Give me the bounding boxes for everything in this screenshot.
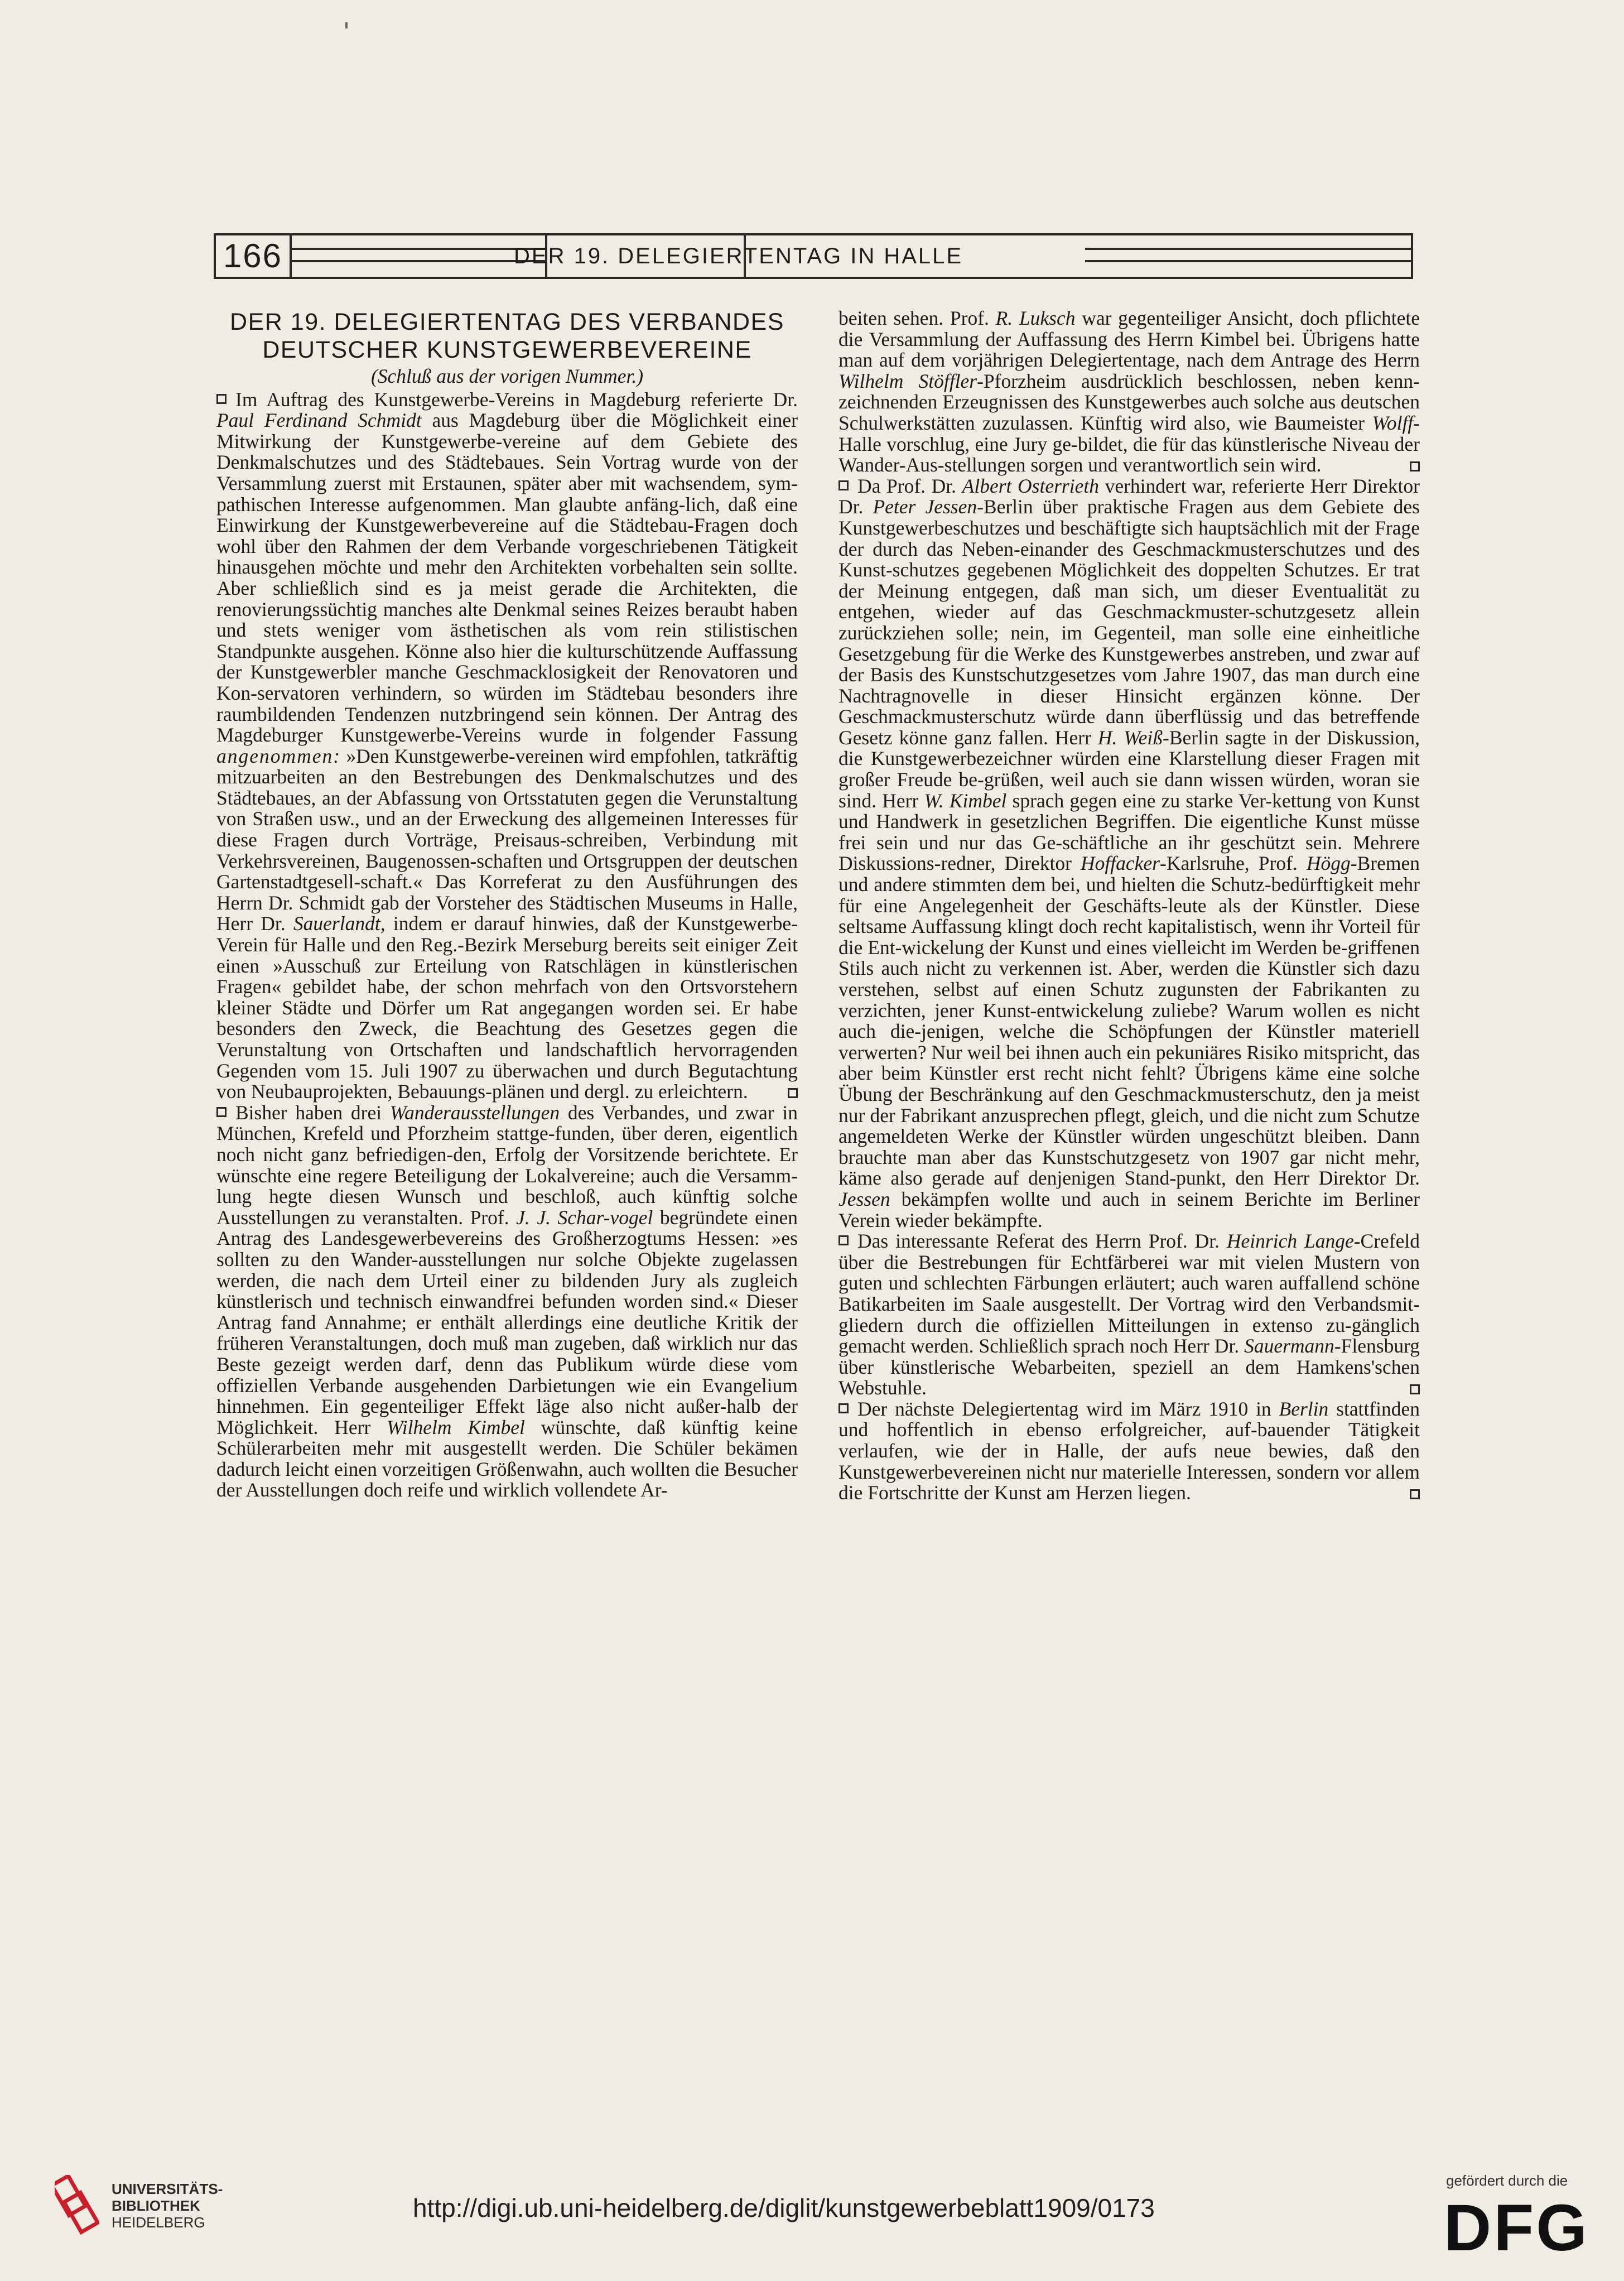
right-column (838, 308, 1420, 1504)
end-mark-icon (788, 1088, 798, 1098)
emphasis: Wanderausstellungen (389, 1101, 560, 1124)
emphasis: angenommen: (216, 744, 341, 767)
paragraph-mark-icon (838, 1235, 849, 1245)
paragraph-mark-icon (838, 480, 849, 490)
person-name: Peter Jessen (873, 495, 977, 518)
person-name: Heinrich Lange (1226, 1230, 1354, 1253)
permalink-url[interactable]: http://digi.ub.uni-heidelberg.de/diglit/kunstgewerbeblatt1909/0173 (413, 2193, 1155, 2222)
page-number: 166 (216, 235, 292, 277)
header-rule-left-bottom (292, 260, 545, 262)
running-title-box (514, 235, 963, 277)
paragraph-naechster-delegiertentag: Der nächste Delegiertentag wird im März 1910 in Berlin stattfinden und hoffentlich in ebenso erfolgreicher, auf-bauender Tätigkeit verlaufen, wie der in Halle, der aufs neue bewies, daß den Kunstgewerbevereinen nicht nur materielle Interessen, sondern vor allem die Fortschritte der Kunst am Herzen liegen. (838, 1397, 1420, 1504)
person-name: Jessen (838, 1187, 890, 1210)
header-rule-left-top (292, 248, 545, 250)
paragraph-kunstgewerbeschutz: Da Prof. Dr. Albert Osterrieth verhindert war, referierte Herr Direktor Dr. Peter Jessen-Berlin über praktische Fragen aus dem Gebiete des Kunstgewerbeschutzes und beschäftigte sich hauptsächlich mit der Frage der durch das Neben-einander des Geschmackmusterschutzes und des Kunst-schutzes gegebenen Möglichkeit des doppelten Schutzes. Er trat der Meinung entgegen, daß man sich, um dieser Eventualität zu entgehen, wieder auf das Geschmackmuster-schutzgesetz allein zurückziehen solle; nein, im Gegenteil, man solle eine einheitliche Gesetzgebung für die Werke des Kunstgewerbes anstreben, und zwar auf der Basis des Kunstschutzgesetzes vom Jahre 1907, das man durch eine Nachtragnovelle in dieser Hinsicht ergänzen könne. Der Geschmackmusterschutz würde dann überflüssig und das betreffende Gesetz könne ganz fallen. Herr H. Weiß-Berlin sagte in der Diskussion, die Kunstgewerbezeichner würden eine Klarstellung dieser Fragen mit großer Freude be-grüßen, weil auch sie dann wissen würden, woran sie sind. Herr W. Kimbel sprach gegen eine zu starke Ver-kettung von Kunst und Handwerk in gesetzlichen Begriffen. Die eigentliche Kunst müsse frei sein und nur das Ge-schäftliche an ihr geschützt sein. Mehrere Diskussions-redner, Direktor Hoffacker-Karlsruhe, Prof. Högg-Bremen und andere stimmten dem bei, und hielten die Schutz-bedürftigkeit mehr für eine Angelegenheit der Geschäfts-leute als der Künstler. Diese seltsame Auffassung klingt doch recht kapitalistisch, wenn ihr Vorteil für die Ent-wickelung der Kunst und eines vielleicht im Werden be-griffenen Stils auch nicht zu verkennen ist. Aber, werden die Künstler sich dazu verstehen, selbst auf einen Schutz zugunsten der Fabrikanten zu verzichten, jener Kunst-entwickelung zuliebe? Warum wollen es nicht auch die-jenigen, welche die Schöpfungen der Künstler materiell verwerten? Nur weil bei ihnen auch ein pekuniäres Risiko mitspricht, das aber beim Künstler erst recht nicht fehlt? Übrigens käme eine solche Übung der Beschränkung auf den Geschmackmusterschutz, den ja meist nur der Fabrikant anzusprechen pflegt, gleich, und die nicht zum Schutze angemeldeten Werke der Künstler würden ungeschützt bleiben. Dann brauchte man aber das Kunstschutzgesetz von 1907 gar nicht mehr, käme also gerade auf denjenigen Stand-punkt, den Herr Direktor Dr. Jessen bekämpfen wollte und auch in seinem Berichte im Berliner Verein wieder bekämpfte. (838, 474, 1420, 1231)
paragraph-mark-icon (838, 1403, 849, 1413)
end-mark-icon (1410, 1489, 1420, 1499)
library-name: UNIVERSITÄTS- BIBLIOTHEK HEIDELBERG (112, 2181, 223, 2231)
paragraph-denkmalschutz: Im Auftrag des Kunstgewerbe-Vereins in Magdeburg referierte Dr. Paul Ferdinand Schmidt aus Magdeburg über die Möglichkeit einer Mitwirkung der Kunstgewerbe-vereine auf dem Gebiete des Denkmalschutzes und des Städtebaues. Sein Vortrag wurde von der Versammlung zuerst mit Erstaunen, später aber mit wachsendem, sym-pathischen Interesse aufgenommen. Man glaubte anfäng-lich, daß eine Einwirkung der Kunstgewerbevereine auf die Städtebau-Fragen doch wohl über den Rahmen der dem Verbande vorgeschriebenen Tätigkeit hinausgehen möchte und mehr den Architekten vorbehalten sein sollte. Aber schließlich sind es ja meist gerade die Architekten, die renovierungssüchtig manches alte Denkmal seines Reizes beraubt haben und stets weniger vom ästhetischen als vom rein stilistischen Standpunkte ausgehen. Könne also hier die kulturschützende Auffassung der Kunstgewerbler manche Geschmacklosigkeit der Renovatoren und Kon-servatoren verhindern, so würden im Städtebau besonders ihre raumbildenden Tendenzen nutzbringend sein können. Der Antrag des Magdeburger Kunstgewerbe-Vereins wurde in folgender Fassung angenommen: »Den Kunstgewerbe-vereinen wird empfohlen, tatkräftig mitzuarbeiten an den Bestrebungen des Denkmalschutzes und des Städtebaues, an der Abfassung von Ortsstatuten gegen die Verunstaltung von Straßen usw., und an der Erweckung des allgemeinen Interesses für diese Fragen durch Vorträge, Preisaus-schreiben, Verbindung mit Verkehrsvereinen, Baugenossen-schaften und Ortsgruppen der deutschen Gartenstadtgesell-schaft.« Das Korreferat zu den Ausführungen des Herrn Dr. Schmidt gab der Vorsteher des Städtischen Museums in Halle, Herr Dr. Sauerlandt, indem er darauf hinwies, daß der Kunstgewerbe-Verein für Halle und den Reg.-Bezirk Merseburg bereits seit einiger Zeit einen »Ausschuß zur Erteilung von Ratschlägen in künstlerischen Fragen« gebildet habe, der schon mehrfach von den Ortsvorstehern kleiner Städte und Dörfer um Rat angegangen worden sei. Er habe besonders den Zweck, die Beachtung des Gesetzes gegen die Verunstaltung von Ortschaften und landschaftlich hervorragenden Gegenden vom 15. Juli 1907 zu überwachen und durch Begutachtung von Neubauprojekten, Bebauungs-plänen und dergl. zu erleichtern. (216, 388, 798, 1103)
person-name: Sauerlandt, (293, 912, 385, 935)
dfg-logo: DFG (1444, 2191, 1590, 2265)
header-rule-right-top (1085, 248, 1411, 250)
person-name: Wilhelm Kimbel (387, 1416, 525, 1438)
left-column (216, 308, 798, 1501)
person-name: Wilhelm Stöffler (838, 369, 977, 392)
person-name: Högg (1306, 852, 1351, 875)
person-name: J. J. Schar-vogel (516, 1206, 653, 1229)
person-name: R. Luksch (995, 307, 1076, 329)
person-name: Hoffacker (1081, 852, 1160, 875)
running-title: DER 19. DELEGIERTENTAG IN HALLE (514, 244, 963, 268)
funded-by-label: gefördert durch die (1446, 2172, 1568, 2189)
person-name: W. Kimbel (924, 789, 1007, 812)
paragraph-mark-icon (216, 394, 227, 404)
article-title: DER 19. DELEGIERTENTAG DES VERBANDES DEUTSCHER KUNSTGEWERBEVEREINE (230, 309, 784, 363)
running-header (214, 233, 1413, 279)
paragraph-jury: beiten sehen. Prof. R. Luksch war gegenteiliger Ansicht, doch pflichtete die Versammlung der Auffassung des Herrn Kimbel bei. Übrigens hatte man auf dem vorjährigen Delegiertentage, nach dem Antrage des Herrn Wilhelm Stöffler-Pforzheim ausdrücklich beschlossen, neben kenn-zeichnenden Erzeugnissen des Kunstgewerbes auch solche aus deutschen Schulwerkstätten zuzulassen. Künftig wird also, wie Baumeister Wolff-Halle vorschlug, eine Jury ge-bildet, die für das künstlerische Niveau der Wander-Aus-stellungen sorgen und verantwortlich sein wird. (838, 307, 1420, 477)
paragraph-mark-icon (216, 1107, 227, 1117)
person-name: Wolff (1372, 411, 1414, 434)
person-name: Sauermann (1244, 1335, 1334, 1358)
end-mark-icon (1410, 1384, 1420, 1394)
place-name: Berlin (1279, 1397, 1329, 1420)
scan-speck (345, 22, 348, 28)
person-name: Albert Osterrieth (962, 474, 1099, 497)
paragraph-echtfaerberei: Das interessante Referat des Herrn Prof. Dr. Heinrich Lange-Crefeld über die Bestrebungen für Echtfärberei war mit vielen Mustern von guten und schlechten Färbungen erläutert; auch waren auffallend schöne Batikarbeiten im Saale ausgestellt. Der Vortrag wird den Verbandsmit-gliedern durch die offiziellen Mitteilungen in extenso zu-gänglich gemacht werden. Schließlich sprach noch Herr Dr. Sauermann-Flensburg über künstlerische Webarbeiten, speziell an dem Hamkens'schen Webstuhle. (838, 1230, 1420, 1399)
end-mark-icon (1410, 461, 1420, 471)
library-logo-icon (55, 2175, 99, 2235)
paragraph-wanderausstellungen: Bisher haben drei Wanderausstellungen des Verbandes, und zwar in München, Krefeld und Pforzheim stattge-funden, über deren, eigentlich noch nicht ganz befriedigen-den, Erfolg der Vorsitzende berichtete. Er wünschte eine regere Beteiligung der Lokalvereine; auch die Versamm-lung hegte diesen Wunsch und beschloß, auch künftig solche Ausstellungen zu veranstalten. Prof. J. J. Schar-vogel begründete einen Antrag des Landesgewerbevereins des Großherzogtums Hessen: »es sollten zu den Wander-ausstellungen nur solche Objekte zugelassen werden, die nach dem Urteil einer zu bildenden Jury als zugleich künstlerisch und technisch einwandfrei befunden worden sind.« Dieser Antrag fand Annahme; er enthält allerdings eine deutliche Kritik der früheren Veranstaltungen, doch muß man zugeben, daß wirklich nur das Beste gezeigt werden darf, denn das Publikum würde diese vom offiziellen Verbande ausgehenden Darbietungen wie ein Evangelium hinnehmen. Ein gegenteiliger Effekt läge also nicht außer-halb der Möglichkeit. Herr Wilhelm Kimbel wünschte, daß künftig keine Schülerarbeiten mehr mit ausgestellt werden. Die Schüler bekämen dadurch leicht einen vorzeitigen Größenwahn, auch wollten die Besucher der Ausstellungen doch reife und wirklich vollendete Ar- (216, 1101, 798, 1502)
header-rule-right-bottom (1085, 260, 1411, 262)
article-subtitle: (Schluß aus der vorigen Nummer.) (370, 365, 644, 387)
person-name: Paul Ferdinand Schmidt (216, 409, 422, 432)
person-name: H. Weiß (1097, 726, 1163, 749)
